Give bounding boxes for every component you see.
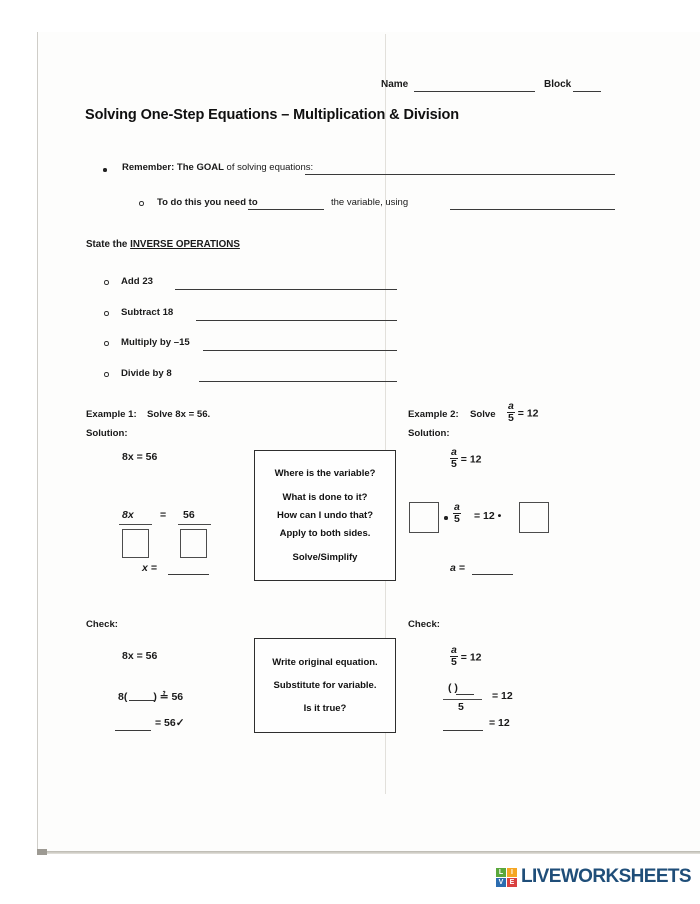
guiding-questions-box	[254, 450, 396, 581]
example1-division-equals: =	[160, 509, 167, 521]
example1-check-line-3: = 56✓	[155, 717, 185, 729]
example2-check-line-2-denominator: 5	[458, 701, 464, 713]
check-steps-box	[254, 638, 396, 733]
example2-solution-label: Solution:	[408, 428, 450, 439]
remember-goal-word: GOAL	[196, 162, 224, 173]
callout2-line-4: Is it true?	[303, 703, 347, 714]
liveworksheets-logo[interactable]	[496, 866, 691, 888]
logo-square-v: V	[496, 878, 506, 887]
example2-step-equals: = 12 •	[474, 510, 502, 522]
logo-square-i: I	[507, 868, 517, 877]
name-label: Name	[381, 79, 409, 90]
inverse-item-label-2: Multiply by –15	[121, 337, 190, 348]
example1-answer-box-left[interactable]	[122, 529, 149, 558]
callout1-line-2: What is done to it?	[282, 492, 368, 503]
inverse-item-label-3: Divide by 8	[121, 368, 172, 379]
inverse-item-label-0: Add 23	[121, 276, 153, 287]
todo-text-part2: the variable, using	[331, 197, 409, 208]
liveworksheets-brand-text: LIVEWORKSHEETS	[521, 866, 692, 887]
example1-check-blank-2[interactable]	[129, 700, 155, 701]
example2-answer-line[interactable]	[472, 574, 513, 575]
inverse-item-label-1: Subtract 18	[121, 307, 174, 318]
liveworksheets-logo-mark-icon	[496, 868, 517, 887]
hollow-bullet-icon	[104, 280, 109, 285]
bullet-dot-icon	[103, 168, 107, 172]
example1-check-blank-3[interactable]	[115, 730, 151, 731]
name-blank-line[interactable]	[414, 91, 535, 92]
example1-solution-label: Solution:	[86, 428, 128, 439]
example2-check-inner-blank[interactable]	[456, 694, 474, 695]
todo-text-part1: To do this you need to	[157, 197, 258, 208]
example1-problem: Solve 8x = 56.	[147, 409, 211, 420]
check-line-2-prefix: 8(	[118, 691, 128, 703]
example2-eq1-denominator: 5	[451, 458, 457, 471]
example2-step-numerator: a	[454, 501, 460, 513]
inverse-heading-underlined: INVERSE OPERATIONS	[130, 239, 240, 250]
inverse-answer-line-1[interactable]	[196, 320, 397, 321]
example2-check-line-3: = 12	[489, 717, 510, 729]
example2-check-blank-3[interactable]	[443, 730, 483, 731]
inverse-operations-heading	[86, 240, 240, 250]
example2-check-numerator: a	[451, 644, 457, 656]
example1-division-numerator-right: 56	[183, 509, 195, 521]
multiplication-dot-icon	[444, 516, 448, 520]
example2-problem-fraction	[507, 402, 539, 425]
example2-equation-1	[450, 448, 482, 471]
example1-heading: Example 1:	[86, 409, 137, 420]
callout2-line-0: Write original equation.	[272, 657, 378, 668]
callout1-line-4: Apply to both sides.	[279, 528, 371, 539]
example2-heading: Example 2:	[408, 409, 459, 420]
example2-check-blank-numerator: ( )	[448, 682, 458, 694]
example2-check-fraction-bar	[443, 699, 482, 700]
example2-check-denominator: 5	[451, 656, 457, 669]
example2-multiplier-box-left[interactable]	[409, 502, 439, 533]
inverse-answer-line-0[interactable]	[175, 289, 397, 290]
hollow-bullet-icon	[104, 372, 109, 377]
example2-problem-numerator: a	[508, 400, 514, 412]
example2-multiplier-box-right[interactable]	[519, 502, 549, 533]
inverse-answer-line-3[interactable]	[199, 381, 397, 382]
logo-square-e: E	[507, 878, 517, 887]
hollow-bullet-icon	[104, 341, 109, 346]
example2-problem-prefix: Solve	[470, 409, 496, 420]
example1-check-line-1: 8x = 56	[122, 650, 158, 662]
example2-eq1-numerator: a	[451, 446, 457, 458]
example1-fraction-bar-left	[119, 524, 152, 525]
callout1-line-6: Solve/Simplify	[292, 552, 358, 563]
page-title: Solving One-Step Equations – Multiplication & Division	[85, 107, 460, 123]
inverse-heading-prefix: State the	[86, 239, 131, 250]
callout2-line-2: Substitute for variable.	[273, 680, 377, 691]
page-corner-shadow	[37, 849, 47, 855]
example1-check-label: Check:	[86, 619, 118, 630]
block-blank-line[interactable]	[573, 91, 601, 92]
callout1-line-3: How can I undo that?	[276, 510, 374, 521]
example2-step-denominator: 5	[454, 513, 460, 526]
example2-step-fraction	[453, 503, 461, 526]
example1-equation-1: 8x = 56	[122, 451, 158, 463]
page-bottom-shadow	[37, 851, 700, 854]
example2-problem-denominator: 5	[508, 412, 514, 425]
hollow-bullet-icon	[139, 201, 144, 206]
check-line-2-suffix: ) ≟ 56	[153, 691, 184, 703]
example1-answer-line[interactable]	[168, 574, 209, 575]
hollow-bullet-icon	[104, 311, 109, 316]
example2-eq1-rhs: = 12	[460, 453, 482, 466]
example2-check-line-1	[450, 646, 482, 669]
block-label: Block	[544, 79, 572, 90]
logo-square-l: L	[496, 868, 506, 877]
todo-blank-line-2[interactable]	[450, 209, 615, 210]
example2-answer-prefix: a =	[450, 562, 465, 574]
inverse-answer-line-2[interactable]	[203, 350, 397, 351]
callout1-line-0: Where is the variable?	[274, 468, 376, 479]
todo-blank-line-1[interactable]	[248, 209, 324, 210]
remember-text	[122, 163, 313, 173]
remember-blank-line[interactable]	[305, 174, 615, 175]
remember-prefix: Remember: The	[122, 162, 197, 173]
example1-division-numerator-left: 8x	[122, 509, 134, 521]
example2-check-rhs-1: = 12	[460, 651, 482, 664]
remember-suffix: of solving equations:	[223, 162, 314, 173]
example2-check-line-2-rhs: = 12	[492, 690, 513, 702]
example1-answer-prefix: x =	[142, 562, 157, 574]
example2-problem-rhs: = 12	[517, 407, 539, 420]
example2-check-label: Check:	[408, 619, 440, 630]
example1-answer-box-right[interactable]	[180, 529, 207, 558]
example1-fraction-bar-right	[178, 524, 211, 525]
